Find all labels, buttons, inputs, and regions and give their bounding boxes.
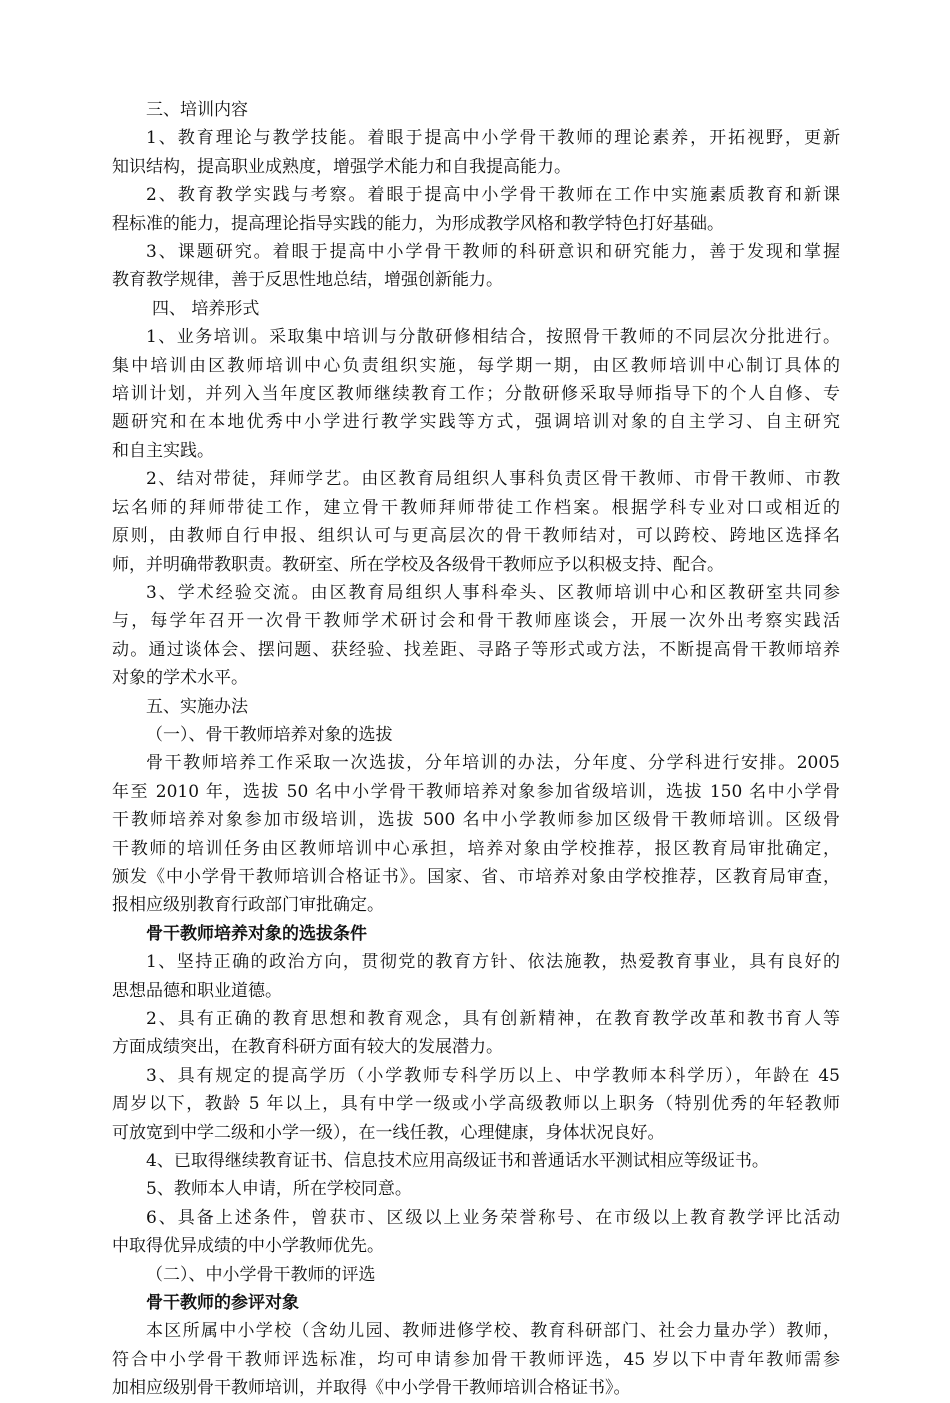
text-line: 干教师培养对象参加市级培训，选拔 500 名中小学教师参加区级骨干教师培训。区级骨	[112, 810, 840, 831]
text-line: 骨干教师培养工作采取一次选拔，分年培训的办法，分年度、分学科进行安排。2005	[146, 753, 840, 774]
text-line: 与，每学年召开一次骨干教师学术研讨会和骨干教师座谈会，开展一次外出考察实践活	[112, 611, 840, 632]
text-line: 6、具备上述条件，曾获市、区级以上业务荣誉称号、在市级以上教育教学评比活动	[146, 1207, 840, 1228]
text-line: 中取得优异成绩的中小学教师优先。	[112, 1236, 384, 1257]
text-line: 报相应级别教育行政部门审批确定。	[112, 895, 384, 916]
text-line: 对象的学术水平。	[112, 668, 248, 689]
text-line: 知识结构，提高职业成熟度，增强学术能力和自我提高能力。	[112, 156, 571, 177]
text-line: 培训计划，并列入当年度区教师继续教育工作；分散研修采取导师指导下的个人自修、专	[112, 384, 840, 405]
section-heading: 骨干教师培养对象的选拔条件	[146, 923, 367, 944]
text-line: 符合中小学骨干教师评选标准，均可申请参加骨干教师评选，45 岁以下中青年教师需参	[112, 1349, 840, 1370]
text-line: 题研究和在本地优秀中小学进行教学实践等方式，强调培训对象的自主学习、自主研究	[112, 412, 840, 433]
text-line: 3、学术经验交流。由区教育局组织人事科牵头、区教师培训中心和区教研室共同参	[146, 582, 840, 603]
text-line: 年至 2010 年，选拔 50 名中小学骨干教师培养对象参加省级培训，选拔 150 名中小学骨	[112, 781, 840, 802]
text-line: 四、 培养形式	[152, 298, 260, 319]
text-line: 5、教师本人申请，所在学校同意。	[146, 1179, 412, 1200]
text-line: 教育教学规律，善于反思性地总结，增强创新能力。	[112, 270, 503, 291]
text-line: 周岁以下，教龄 5 年以上，具有中学一级或小学高级教师以上职务（特别优秀的年轻教师	[112, 1094, 840, 1115]
text-line: 加相应级别骨干教师培训，并取得《中小学骨干教师培训合格证书》。	[112, 1378, 631, 1399]
text-line: 干教师的培训任务由区教师培训中心承担，培养对象由学校推荐，报区教育局审批确定，	[112, 838, 840, 859]
text-line: 思想品德和职业道德。	[112, 980, 282, 1001]
text-line: 2、教育教学实践与考察。着眼于提高中小学骨干教师在工作中实施素质教育和新课	[146, 185, 840, 206]
text-line: （二）、中小学骨干教师的评选	[146, 1264, 376, 1285]
text-line: 可放宽到中学二级和小学一级），在一线任教，心理健康，身体状况良好。	[112, 1122, 665, 1143]
text-line: 方面成绩突出，在教育科研方面有较大的发展潜力。	[112, 1037, 503, 1058]
text-line: 3、具有规定的提高学历（小学教师专科学历以上、中学教师本科学历），年龄在 45	[146, 1065, 840, 1086]
text-line: （一）、骨干教师培养对象的选拔	[146, 724, 393, 745]
text-line: 三、培训内容	[146, 100, 248, 120]
text-line: 五、实施办法	[146, 696, 248, 717]
text-line: 和自主实践。	[112, 440, 214, 461]
text-line: 2、结对带徒，拜师学艺。由区教育局组织人事科负责区骨干教师、市骨干教师、市教	[146, 469, 840, 490]
text-line: 颁发《中小学骨干教师培训合格证书》。国家、省、市培养对象由学校推荐，区教育局审查，	[112, 866, 840, 887]
text-line: 师，并明确带教职责。教研室、所在学校及各级骨干教师应予以积极支持、配合。	[112, 554, 724, 575]
text-line: 坛名师的拜师带徒工作，建立骨干教师拜师带徒工作档案。根据学科专业对口或相近的	[112, 497, 840, 518]
text-line: 1、教育理论与教学技能。着眼于提高中小学骨干教师的理论素养，开拓视野，更新	[146, 128, 840, 149]
text-line: 动。通过谈体会、摆问题、获经验、找差距、寻路子等形式或方法，不断提高骨干教师培养	[112, 639, 840, 660]
text-line: 1、业务培训。采取集中培训与分散研修相结合，按照骨干教师的不同层次分批进行。	[146, 327, 840, 348]
text-line: 原则，由教师自行申报、组织认可与更高层次的骨干教师结对，可以跨校、跨地区选择名	[112, 526, 840, 547]
text-line: 本区所属中小学校（含幼儿园、教师进修学校、教育科研部门、社会力量办学）教师，	[146, 1321, 840, 1342]
text-line: 4、已取得继续教育证书、信息技术应用高级证书和普通话水平测试相应等级证书。	[146, 1151, 769, 1172]
text-line: 集中培训由区教师培训中心负责组织实施，每学期一期，由区教师培训中心制订具体的	[112, 355, 840, 376]
text-line: 程标准的能力，提高理论指导实践的能力，为形成教学风格和教学特色打好基础。	[112, 213, 724, 234]
text-line: 2、具有正确的教育思想和教育观念，具有创新精神，在教育教学改革和教书育人等	[146, 1009, 840, 1029]
document-body	[112, 96, 840, 1403]
text-line: 1、坚持正确的政治方向，贯彻党的教育方针、依法施教，热爱教育事业，具有良好的	[146, 952, 840, 973]
text-line: 3、课题研究。着眼于提高中小学骨干教师的科研意识和研究能力，善于发现和掌握	[146, 242, 840, 263]
section-heading: 骨干教师的参评对象	[146, 1293, 299, 1314]
